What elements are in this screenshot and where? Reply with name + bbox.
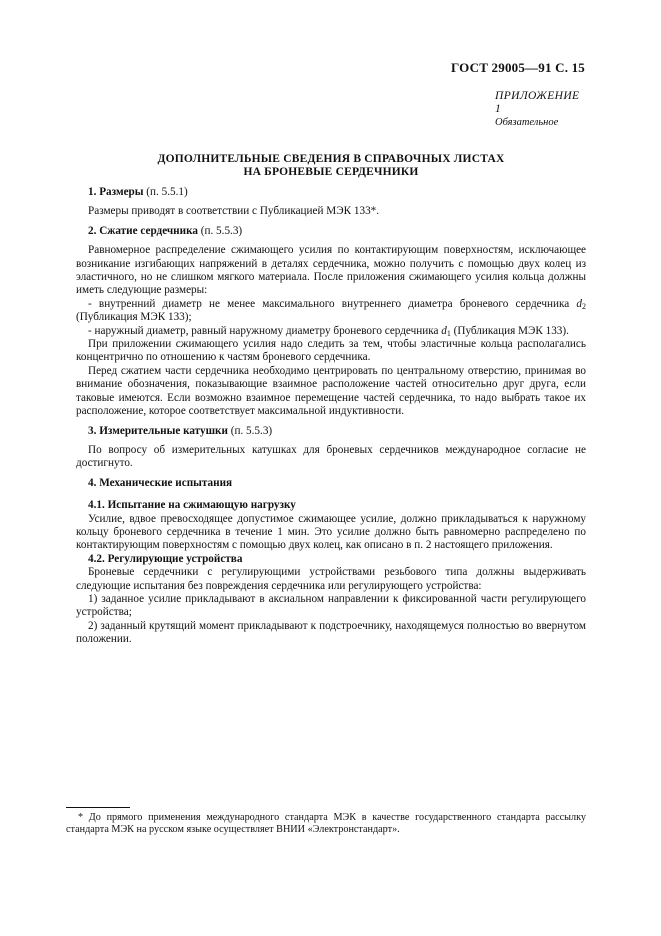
section-1-heading bbox=[76, 186, 586, 199]
section-4-2-heading: 4.2. Регулирующие устройства bbox=[88, 552, 243, 565]
footnote-divider bbox=[66, 807, 130, 808]
section-2-bullet-2: - наружный диаметр, равный наружному диаметру броневого сердечника $d_1$ (Публикация МЭК 133). bbox=[88, 324, 569, 338]
section-1-title: 1. Размеры bbox=[88, 186, 144, 198]
footnote: * До прямого применения международного стандарта МЭК в качестве государственного стандарта рассылку стандарта МЭК на русском языке осуществляет ВНИИ «Электронстандарт». bbox=[66, 812, 586, 836]
section-4-heading bbox=[76, 477, 586, 490]
section-3-title: 3. Измерительные катушки bbox=[88, 424, 228, 437]
section-3-heading bbox=[76, 425, 586, 438]
appendix-label: ПРИЛОЖЕНИЕ 1 bbox=[495, 90, 580, 115]
section-2-ref: (п. 5.5.3) bbox=[197, 224, 243, 237]
section-4-2-item-1: 1) заданное усилие прикладывают в аксиальном направлении к фиксированной части регулирующего устройства; bbox=[76, 592, 586, 619]
section-4-1-text: Усилие, вдвое превосходящее допустимое сжимающее усилие, должно прикладываться к наружному кольцу броневого сердечника в течение 1 мин. Это усилие должно быть равномерно распределено по контактирующим поверхностям с помощью двух колец, как описано в п. 2 настоящего приложения. bbox=[76, 512, 586, 552]
section-2-paragraph-3: Перед сжатием части сердечника необходимо центрировать по центральному отверстию, принимая во внимание обозначения, показывающие взаимное расположение частей относительно друг друга, если таковые имеются. Если возможно взаимное перемещение частей сердечника, то надо выбрать такое их расположение, которое соответствует максимальной индуктивности. bbox=[76, 364, 586, 418]
section-2-bullet-1: - внутренний диаметр не менее максимального внутреннего диаметра броневого сердечника $d_2$ (Публикация МЭК 133); bbox=[76, 297, 586, 324]
section-4-2-text: Броневые сердечники с регулирующими устройствами резьбового типа должны выдерживать следующие испытания без повреждения сердечника или регулирующего устройства: bbox=[76, 566, 586, 592]
section-4-title: 4. Механические испытания bbox=[88, 476, 233, 489]
section-4-2-item-2: 2) заданный крутящий момент прикладывают к подстроечнику, находящемуся полностью во ввернутом положении. bbox=[76, 619, 586, 646]
section-3-ref: (п. 5.5.3) bbox=[227, 424, 273, 437]
appendix-body bbox=[76, 186, 586, 647]
appendix-title bbox=[76, 153, 586, 178]
section-3-text: По вопросу об измерительных катушках для броневых сердечников международное согласие не достигнуто. bbox=[76, 443, 586, 470]
appendix-title-line-1: ДОПОЛНИТЕЛЬНЫЕ СВЕДЕНИЯ В СПРАВОЧНЫХ ЛИСТАХ bbox=[157, 153, 505, 165]
section-2-title: 2. Сжатие сердечника bbox=[88, 224, 198, 237]
section-4-1-heading: 4.1. Испытание на сжимающую нагрузку bbox=[88, 499, 296, 512]
section-1-text: Размеры приводят в соответствии с Публикацией МЭК 133*. bbox=[88, 205, 380, 218]
section-2-paragraph-1: Равномерное распределение сжимающего усилия по контактирующим поверхностям, исключающее возникание изгибающих напряжений в деталях сердечника, можно получить с помощью двух колец из эластичного, но не слишком мягкого материала. После приложения сжимающего усилия кольца должны иметь следующие размеры: bbox=[76, 244, 586, 297]
section-2-paragraph-2: При приложении сжимающего усилия надо следить за тем, чтобы эластичные кольца располагались концентрично по отношению к частям броневого сердечника. bbox=[76, 338, 586, 364]
section-1-ref: (п. 5.5.1) bbox=[143, 186, 188, 198]
appendix-label-block bbox=[495, 90, 583, 129]
section-2-heading bbox=[76, 225, 586, 238]
document-header-code: ГОСТ 29005—91 С. 15 bbox=[451, 60, 585, 75]
appendix-title-line-2: НА БРОНЕВЫЕ СЕРДЕЧНИКИ bbox=[243, 165, 419, 178]
appendix-status: Обязательное bbox=[495, 117, 559, 128]
